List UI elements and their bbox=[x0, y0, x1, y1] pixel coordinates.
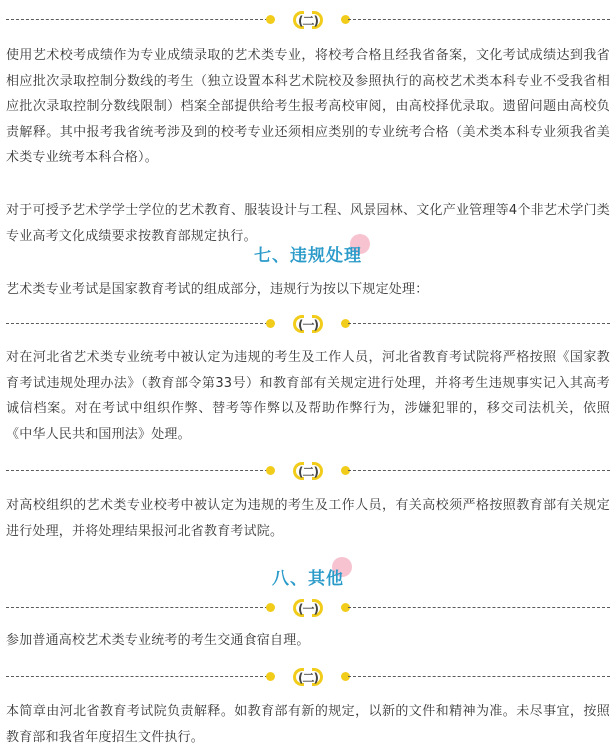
paragraph-school-violations: 对高校组织的艺术类专业校考中被认定为违规的考生及工作人员，有关高校须严格按照教育部有关规定进行处理，并将处理结果报河北省教育考试院。 bbox=[6, 498, 610, 539]
divider-label: (一) bbox=[298, 601, 318, 616]
divider-line-left bbox=[6, 470, 268, 471]
divider-badge bbox=[290, 9, 326, 31]
paragraph-violation-intro: 艺术类专业考试是国家教育考试的组成部分，违规行为按以下规定处理： bbox=[6, 282, 429, 297]
divider-badge bbox=[290, 666, 326, 688]
paragraph-travel-expenses: 参加普通高校艺术类专业统考的考生交通食宿自理。 bbox=[6, 633, 310, 648]
section-divider bbox=[0, 596, 616, 620]
divider-label: (二) bbox=[298, 13, 318, 28]
heading-text: 八、其他 bbox=[272, 569, 344, 589]
divider-line-right bbox=[348, 470, 610, 471]
divider-badge bbox=[290, 313, 326, 335]
heading-text: 七、违规处理 bbox=[254, 246, 362, 266]
divider-label: (二) bbox=[298, 464, 318, 479]
divider-line-right bbox=[348, 607, 610, 608]
divider-line-right bbox=[348, 19, 610, 20]
section-heading-violations bbox=[0, 241, 616, 266]
divider-line-right bbox=[348, 323, 610, 324]
divider-label: (二) bbox=[298, 670, 318, 685]
divider-line-right bbox=[348, 676, 610, 677]
divider-dot-left bbox=[266, 603, 275, 612]
divider-dot-left bbox=[266, 672, 275, 681]
divider-line-left bbox=[6, 19, 268, 20]
divider-dot-left bbox=[266, 466, 275, 475]
paragraph-provincial-violations: 对在河北省艺术类专业统考中被认定为违规的考生及工作人员，河北省教育考试院将严格按照《国家教育考试违规处理办法》（教育部令第33号）和教育部有关规定进行处理，并将考生违规事实记入其高考诚信档案。对在考试中组织作弊、替考等作弊以及帮助作弊行为，涉嫌犯罪的，移交司法机关，依照《中华人民共和国刑法》处理。 bbox=[6, 350, 610, 442]
divider-dot-left bbox=[266, 15, 275, 24]
paragraph-interpretation: 本简章由河北省教育考试院负责解释。如教育部有新的规定，以新的文件和精神为准。未尽事宜，按照教育部和我省年度招生文件执行。 bbox=[6, 704, 610, 745]
divider-line-left bbox=[6, 607, 268, 608]
divider-label: (一) bbox=[298, 317, 318, 332]
divider-line-left bbox=[6, 676, 268, 677]
divider-badge bbox=[290, 597, 326, 619]
paragraph-non-art-majors: 对于可授予艺术学学士学位的艺术教育、服装设计与工程、风景园林、文化产业管理等4个非艺术学门类专业高考文化成绩要求按教育部规定执行。 bbox=[6, 203, 610, 244]
section-divider bbox=[0, 459, 616, 483]
section-heading-other bbox=[0, 564, 616, 589]
section-divider bbox=[0, 8, 616, 32]
section-divider bbox=[0, 665, 616, 689]
section-divider bbox=[0, 312, 616, 336]
divider-badge bbox=[290, 460, 326, 482]
divider-line-left bbox=[6, 323, 268, 324]
paragraph-admission-rules: 使用艺术校考成绩作为专业成绩录取的艺术类专业，将校考合格且经我省备案，文化考试成绩达到我省相应批次录取控制分数线的考生（独立设置本科艺术院校及参照执行的高校艺术类本科专业不受我省相应批次录取控制分数线限制）档案全部提供给考生报考高校审阅，由高校择优录取。遗留问题由高校负责解释。其中报考我省统考涉及到的校考专业还须相应类别的专业统考合格（美术类本科专业须我省美术类专业统考本科合格）。 bbox=[6, 48, 610, 165]
divider-dot-left bbox=[266, 319, 275, 328]
